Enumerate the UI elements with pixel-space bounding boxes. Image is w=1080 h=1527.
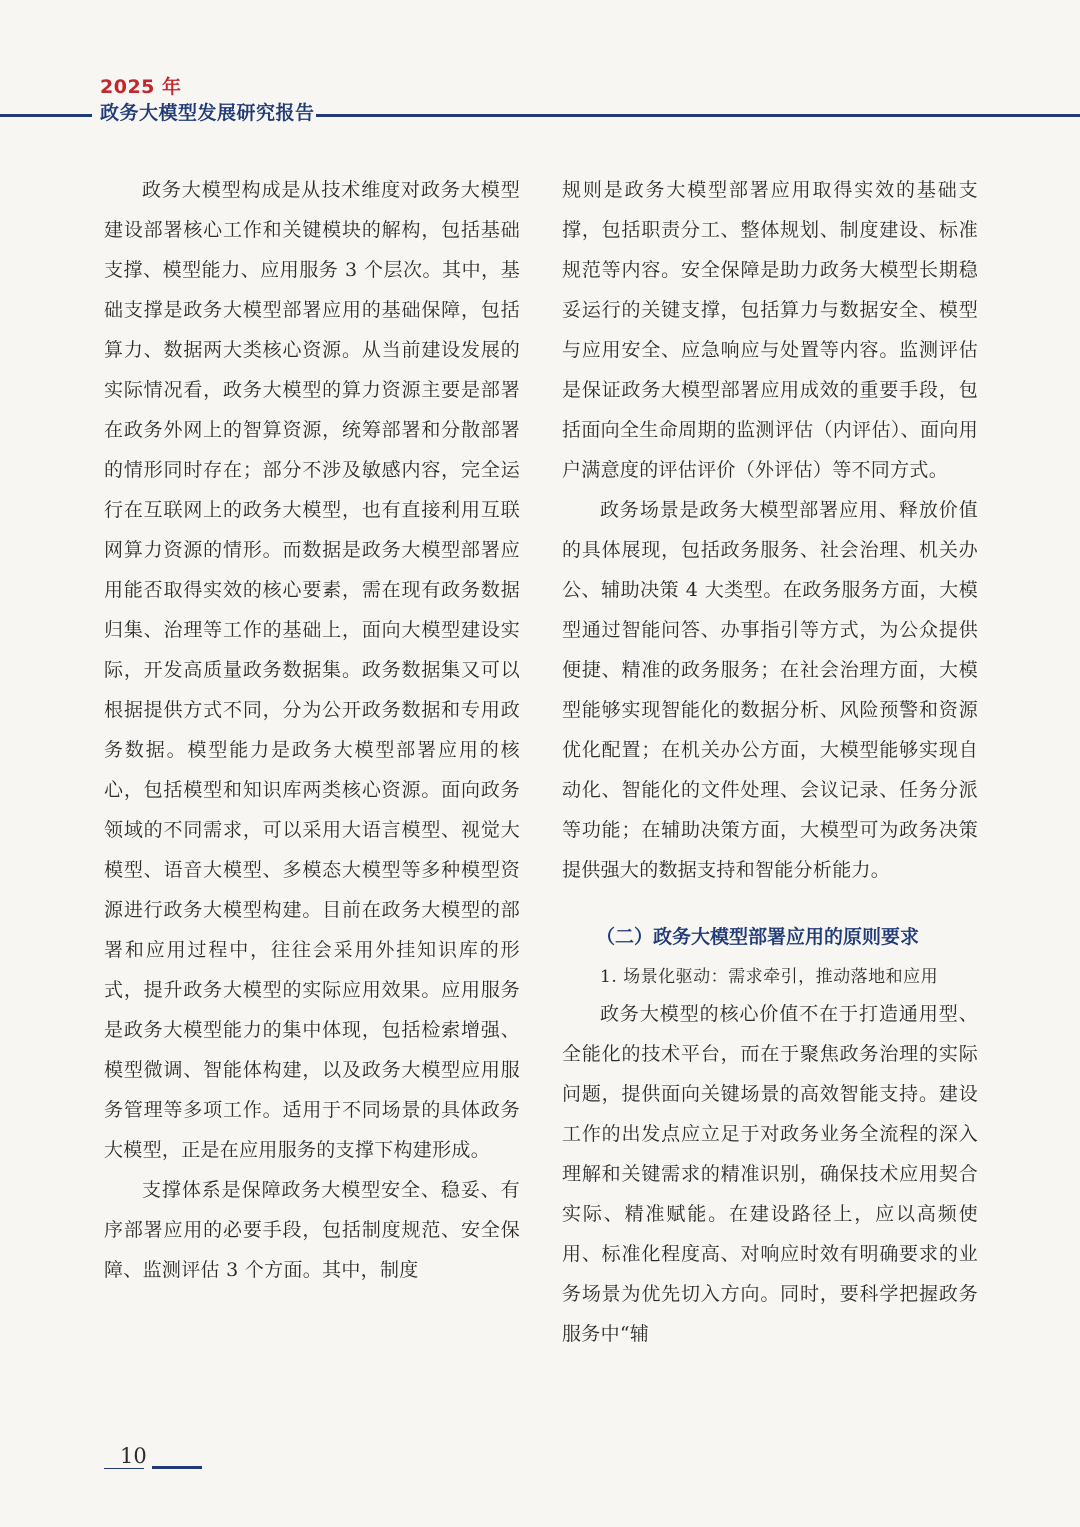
header-rule-left: [0, 114, 92, 117]
header-rule-right: [316, 114, 1080, 117]
footer-rule-thin: [104, 1468, 144, 1469]
paragraph-structure: 政务大模型构成是从技术维度对政务大模型建设部署核心工作和关键模块的解构，包括基础支撑、模型能力、应用服务 3 个层次。其中，基础支撑是政务大模型部署应用的基础保障，包括算力、数据两大类核心资源。从当前建设发展的实际情况看，政务大模型的算力资源主要是部署在政务外网上的智算资源，统筹部署和分散部署的情形同时存在；部分不涉及敏感内容，完全运行在互联网上的政务大模型，也有直接利用互联网算力资源的情形。而数据是政务大模型部署应用能否取得实效的核心要素，需在现有政务数据归集、治理等工作的基础上，面向大模型建设实际，开发高质量政务数据集。政务数据集又可以根据提供方式不同，分为公开政务数据和专用政务数据。模型能力是政务大模型部署应用的核心，包括模型和知识库两类核心资源。面向政务领域的不同需求，可以采用大语言模型、视觉大模型、语音大模型、多模态大模型等多种模型资源进行政务大模型构建。目前在政务大模型的部署和应用过程中，往往会采用外挂知识库的形式，提升政务大模型的实际应用效果。应用服务是政务大模型能力的集中体现，包括检索增强、模型微调、智能体构建，以及政务大模型应用服务管理等多项工作。适用于不同场景的具体政务大模型，正是在应用服务的支撑下构建形成。: [104, 179, 520, 1161]
report-year: 2025 年: [100, 76, 182, 98]
footer-rule-thick: [152, 1466, 202, 1469]
left-column: [104, 170, 520, 1290]
paragraph-support-system: 支撑体系是保障政务大模型安全、稳妥、有序部署应用的必要手段，包括制度规范、安全保障、监测评估 3 个方面。其中，制度: [104, 1179, 520, 1281]
sub-heading: 1. 场景化驱动：需求牵引，推动落地和应用: [600, 967, 939, 987]
paragraph-continuation: 规则是政务大模型部署应用取得实效的基础支撑，包括职责分工、整体规划、制度建设、标准规范等内容。安全保障是助力政务大模型长期稳妥运行的关键支撑，包括算力与数据安全、模型与应用安全、应急响应与处置等内容。监测评估是保证政务大模型部署应用成效的重要手段，包括面向全生命周期的监测评估（内评估）、面向用户满意度的评估评价（外评估）等不同方式。: [562, 179, 978, 481]
paragraph-scenarios: 政务场景是政务大模型部署应用、释放价值的具体展现，包括政务服务、社会治理、机关办公、辅助决策 4 大类型。在政务服务方面，大模型通过智能问答、办事指引等方式，为公众提供便捷、精准的政务服务；在社会治理方面，大模型能够实现智能化的数据分析、风险预警和资源优化配置；在机关办公方面，大模型能够实现自动化、智能化的文件处理、会议记录、任务分派等功能；在辅助决策方面，大模型可为政务决策提供强大的数据支持和智能分析能力。: [562, 499, 978, 881]
paragraph-core-value: 政务大模型的核心价值不在于打造通用型、全能化的技术平台，而在于聚焦政务治理的实际问题，提供面向关键场景的高效智能支持。建设工作的出发点应立足于对政务业务全流程的深入理解和关键需求的精准识别，确保技术应用契合实际、精准赋能。在建设路径上，应以高频使用、标准化程度高、对响应时效有明确要求的业务场景为优先切入方向。同时，要科学把握政务服务中“辅: [562, 1003, 978, 1345]
page-header: [0, 68, 1080, 128]
report-title: 政务大模型发展研究报告: [100, 102, 315, 124]
page-number: 10: [120, 1444, 147, 1468]
section-heading: （二）政务大模型部署应用的原则要求: [596, 926, 920, 948]
right-column: [562, 170, 978, 1354]
